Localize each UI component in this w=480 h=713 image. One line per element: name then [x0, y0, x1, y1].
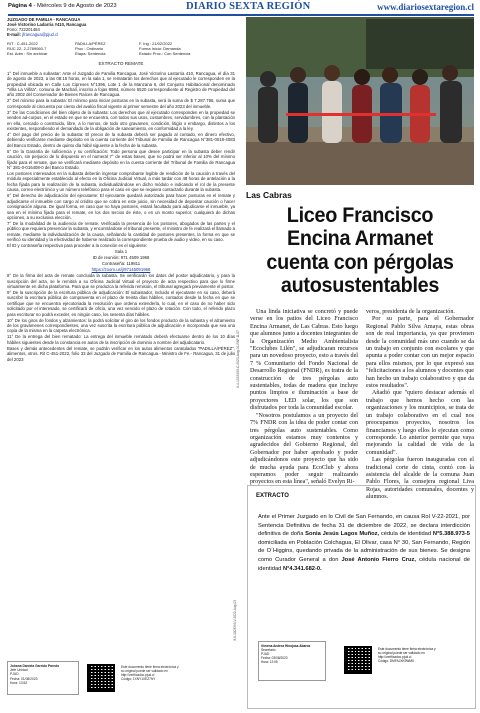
qr-caption-text: Este documento tiene firma electrónica y su original puede ser validado en http://verificadoc.pjud.cl — [378, 647, 436, 659]
zoom-sala: Sala 1 — [114, 249, 128, 255]
newspaper-url[interactable]: www.diariosextaregion.cl — [377, 2, 474, 12]
signer-org: PJUD — [261, 652, 270, 657]
legal-paragraph: El ID y contraseña respectiva para proceder a la conexión es el siguiente: — [7, 243, 148, 249]
court-email[interactable]: jfrancagua@pjud.cl — [22, 32, 59, 38]
article-kicker: Las Cabras — [246, 190, 292, 200]
legal-paragraph: Bases y demás antecedentes del remate, se podrán verificar en los autos alimentos caratulados "PADILLA/PÉREZ", alimentos, otros. Rit C-451-2022, folio 33 del Juzgado de Familia de Rancagua.- Ministro de Fe.- Rancagua, 31 de julio del 2023 — [7, 345, 235, 362]
legal-paragraph: 8° De la firma del acta de remate concluida la subasta. Se verificarán los datos del postor adjudicatario, y para la suscripción del acta, se le remitirá a su Oficina Judicial Virtual el proyecto de acta respectivo para que lo firme virtualmente en dicha plataforma. Para que se produzca la referida remisión, el tribunal agregará previamente el postor. — [7, 273, 235, 289]
article-body — [250, 309, 474, 502]
qr-caption — [121, 665, 181, 681]
page-number: Página 4 — [8, 3, 32, 9]
court-info — [7, 17, 235, 37]
signer-name: Johana Daniela Garrido Paredo — [10, 664, 60, 668]
case-start: Forma Inicio: Demanda — [139, 46, 181, 52]
extracto-text: cédula de identidad — [379, 531, 433, 538]
qr-validation-code: Código: DMFAJXK9WMX — [378, 659, 415, 663]
case-stage: Etapa: Sentencia — [75, 51, 106, 57]
case-status: Estado Proc.: Con Sentencia — [139, 51, 191, 57]
court-phone: Fono: 722201484 — [7, 27, 40, 33]
zoom-meeting-id: ID de reunión: 971 4509 1968 — [92, 255, 150, 261]
case-rit: RIT : C-451-2022 — [7, 41, 38, 47]
article-paragraph: "Nosotros postulamos a un proyecto del 7% FNDR con la idea de poder contar con tres pérgolas auto sustentables. Como organización estamos muy contentos y agradecidos del Gobierno Regional, del Gobernador por haber aprobado y poder adjudicándonos este proyecto que ha sido de mucha ayuda para EcoClub y ahora esperamos poder seguir realizando proyectos en esta línea", señaló Evelyn Ri- — [250, 412, 358, 486]
extracto-rut: N°5.388.973-5 — [432, 531, 470, 538]
qr-caption — [378, 647, 438, 663]
case-est: Est. Adm : Sin archivar — [7, 51, 48, 57]
article-column-1 — [250, 309, 358, 502]
extracto-side-code: 8-6-1003393-V-2022-Aug-03 — [233, 600, 237, 641]
header-divider — [8, 14, 474, 16]
legal-paragraph: 10° De los giros de fondos y alzamientos: la podrá solicitar el giro de los fondos producto de la subasta y el alzamiento de los gravámenes correspondientes, una vez suscrita la escritura pública de adjudicación e incorporada que sea una copia de la misma en la carpeta electrónica. — [7, 317, 235, 334]
extracto-body — [258, 513, 470, 573]
legal-paragraph: Los postores interesados en la subasta deberán ingresar comprobante legible de rendición de la caución a través del módulo especialmente establecido al efecto en la Oficina Judicial Virtual, a más tardar con 48 horas de antelación a la fecha fijada para la realización de la subasta, individualizándose en dicho módulo e indicando el rol de la presente causa, correo electrónico y un número telefónico para el caso en que se requiera contactarlo durante la subasta. — [7, 171, 235, 193]
court-name: JUZGADO DE FAMILIA - RANCAGUA — [7, 17, 81, 22]
article-paragraph: Por su parte, para el Gobernador Regional Pablo Silva Amaya, estas obras son de real importancia, ya que provienen desde la comunidad más uno cuando se da un trabajo en conjunto con escolares y que apunta a poder contar con un mejor espacio para ellos mismos, por lo que expresó sus "felicitaciones a los alumnos y docentes que han hecho un trabajo colaborativo y que da estos resultados". — [366, 316, 474, 390]
extracto-curator-rut: N°4.341.682-0. — [282, 565, 322, 572]
extracto-notice — [247, 485, 476, 709]
legal-paragraph: 4° Del pago del precio de la subasta: El precio de la subasta deberá ser pagado al contado, en dinero efectivo, debiendo verificarse mediante depósito en la cuenta corriente del Tribunal de Familia de Rancagua N°381-0018-4083 del Banco Estado, dentro de quinto día hábil siguiente a la fecha de la subasta. — [7, 132, 235, 148]
legal-paragraph: 2° Del mínimo para la subasta: El mínimo para iniciar posturas en la subasta, será la suma de $ 7.287.796, suma que corresponde al cincuenta por ciento del avalúo fiscal vigente al primer semestre del año 2023 del inmueble. — [7, 98, 235, 109]
extracto-electronic-signature — [258, 641, 326, 681]
court-address: José Victorino Ladarria #410, Rancagua — [7, 22, 87, 28]
legal-notice-remate — [7, 17, 235, 709]
extracto-person-name: Sonia Jesús Lagos Muñoz, — [305, 531, 380, 538]
zoom-password: Contraseña: 119811 — [101, 261, 141, 267]
qr-code-icon[interactable] — [344, 646, 372, 674]
case-date: F. Ing : 21/02/2022 — [139, 41, 173, 47]
signature-block — [7, 661, 235, 697]
legal-paragraph: 1° Del inmueble a subastar: Ante el Juzgado de Familia Rancagua, José Victorino Lastarria 410, Rancagua, el día 31 de agosto de 2023, a las 08:15 horas, en la sala 1, se rematarán los derechos que al ejecutado le corresponden en la propiedad ubicada en Calle Los Cipreses N°1396, Lote 1 de la Manzana 6, del Conjunto Habitacional denominado "Villa La Viñita", comuna de Machalí, inscrito a fojas 8984, número 6520 correspondiente al Registro de Propiedad del año 2002 del Conservador de Bienes Raíces de Rancagua. — [7, 70, 235, 98]
page-header — [8, 2, 474, 14]
legal-paragraph: 9° De la suscripción de la escritura pública de adjudicación: El subastador, incluido el ejecutante en su caso, deberá suscribir la escritura pública de compraventa en el plazo de treinta días hábiles, contados desde la fecha en que se certifique que se encuentra ejecutoriada la resolución que ordena extenderla, lo cual, en el caso de no haber sido solicitado por el interesado, se certificará de oficio, una vez vencido el plazo de rotación. Con todo, el referido plazo para escriturar no podrá exceder, en ningún caso, los sesenta días hábiles. — [7, 289, 235, 317]
signature-date: Fecha: 01/08/2023 — [10, 676, 38, 681]
signer-role: Secretario — [261, 648, 276, 653]
qr-validation-code: Código: 1XNY1XEZ7NY — [121, 677, 156, 681]
page-date: - Miércoles 9 de Agosto de 2023 — [33, 3, 117, 9]
case-proc: Proc : Ordinario — [75, 46, 104, 52]
extracto-text: domiciliada en Población Colchagua, El Olivar, casa N° 30, San Fernando, Región de O´Higgins, quedando privada de la administración de sus bienes. Se designa como Curador General a don — [258, 539, 470, 563]
electronic-signature — [7, 661, 79, 695]
legal-paragraph: 3° De las Condiciones del bien objeto de la subasta: Los derechos que al ejecutado corresponden en la propiedad se venden ad-corpus, en el estado en que se encuentra, con todos sus usos, costumbres, servidumbres, con la plantación en ella, cercado o construido, libre, a lo menos, de todo otro gravamen, condición, litigio o embargo, distintos a los existentes, respondiendo el demandado de la obligación de saneamiento, en conformidad a la ley. — [7, 109, 235, 132]
qr-caption-text: Este documento tiene firma electrónica y su original puede ser validado en http://verificadoc.pjud.cl — [121, 665, 179, 677]
article-headline: Liceo Francisco Encina Armanet cuenta con pérgolas autosustentables — [266, 203, 454, 298]
article-paragraph: Las pérgolas fueron inauguradas con el tradicional corte de cinta, contó con la asistencia del alcalde de la comuna Juan Pablo Flores, la consejera regional Liva Rojas, autoridades comunales, docentes y alumnos. — [366, 457, 474, 501]
legal-paragraph: 11° De la entrega del bien rematado: La entrega del inmueble rematado deberá efectuarse dentro de los 10 días hábiles siguientes desde la constancia en autos de la inscripción de dominio a nombre del adjudicatario. — [7, 334, 235, 345]
signer-name: Ximena Andrea Hinojosa Abarca — [261, 644, 311, 648]
article-paragraph: Una linda iniciativa se concretó y puede verse en los patios del Liceo Francisco Encina Armanet, de Las Cabras. Esto luego que alumnos junto a docentes integrantes de la Organización Medio Ambientalista "Ecoclubes Lilén", se adjudicaran recursos para un novedoso proyecto, esto a través del 7 % Comunitario del Fondo Nacional de Desarrollo Regional (FNDR), es tratra de la construcción de tres pérgolas auto sustentables, todas de madera que incluye puntos limpios e iluminación a base de proyectores LED solar, los que son disfrutados por toda la comunidad escolar. — [250, 309, 358, 412]
qr-code-icon[interactable] — [87, 664, 115, 692]
case-meta — [7, 41, 235, 56]
signer-role: Jefe Unidad — [10, 668, 28, 673]
extracto-title: EXTRACTO — [256, 493, 289, 499]
signature-time: Hora: 13:52 — [10, 680, 28, 685]
signature-date: Fecha: 03/08/2023 — [261, 656, 288, 661]
case-parties: PADILLA/PÉREZ — [75, 41, 106, 47]
zoom-link[interactable]: https://zoom.us/j/97145091968 — [91, 267, 151, 273]
court-email-label: E-mail: — [7, 32, 21, 38]
legal-paragraph: 6° Del derecho de adjudicación del ejecutante: El ejecutante quedará autorizado para hacer posturas en el remate y adjudicarse el inmueble con cargo al crédito que se cobra en este juicio, sin necesidad de depositar caución o hacer consignación alguna. De igual forma, en caso que no haya postores, estará facultado para adjudicarse el inmueble, ya sea en el mínimo fijado para el remate, en los dos tercios de éste, o en un monto superior, cualquiera de dichas opciones, a su exclusiva elección. — [7, 193, 235, 220]
signature-time: Hora: 12:05 — [261, 660, 278, 665]
legal-title: EXTRACTO REMATE — [98, 61, 144, 67]
article-column-2 — [366, 309, 474, 502]
case-ruc: RUC 22- 2-2789060-7 — [7, 46, 47, 52]
legal-paragraph: 5° De la Garantía de suficiencia y su certificación: Todo persona que desee participar en la subasta deber rendir caución, sin perjuicio de lo dispuesto en el numeral 7° de estas bases, que no podrá ser inferior al 10% del mínimo fijado para el remate, que se verificará mediante depósito en la cuenta corriente del Tribunal de Familia de Rancagua N° 381-0-016408-0 del Banco Estado. — [7, 148, 235, 171]
legal-paragraph: 7° De la modalidad de la audiencia de remate. Verificada la presencia de los postores, abogados de las partes y el público que requiera presenciar la subasta, y encontrándose el tribunal presente, el ministro de fe realizará el llamado a remate, mediante la individualización de la causa, señalando la cantidad de postores presentes, la forma en que se verificó su identidad y la efectividad de haberse realizado la correspondiente prueba de audio y video, en su caso. — [7, 220, 235, 243]
extracto-text: Ante el Primer Juzgado en lo Civil de San Fernando, en causa Rol V-22-2021, por Sentencia Definitiva de fecha 31 de diciembre de 2022, se declara interdicción definitiva de doña — [258, 514, 470, 538]
newspaper-title: DIARIO SEXTA REGIÓN — [186, 1, 311, 12]
extracto-text: cédula nacional de identidad — [258, 556, 470, 572]
article-paragraph: veros, presidenta de la organización. — [366, 309, 455, 315]
signer-org: PJUD — [10, 672, 19, 677]
article-photo — [246, 17, 474, 185]
legal-side-code: 8-4-1333309-C-2023-Aug-01-FAP-D-07 — [236, 330, 240, 388]
article-paragraph: Añadió que "quiero destacar además el trabajo que hemos hecho con las organizaciones y los municipios, se trata de un trabajo colaborativo en el cual nos preocupamos proyectos, nosotros los financiamos y luego ellos lo ejecutan como corresponde. Lo anterior permite que vaya mejorando la calidad de vida de la comunidad". — [366, 390, 474, 456]
students-photo-illustration — [246, 17, 474, 185]
page-info — [8, 3, 117, 9]
extracto-curator-name: José Antonio Fierro Cruz, — [341, 556, 416, 563]
